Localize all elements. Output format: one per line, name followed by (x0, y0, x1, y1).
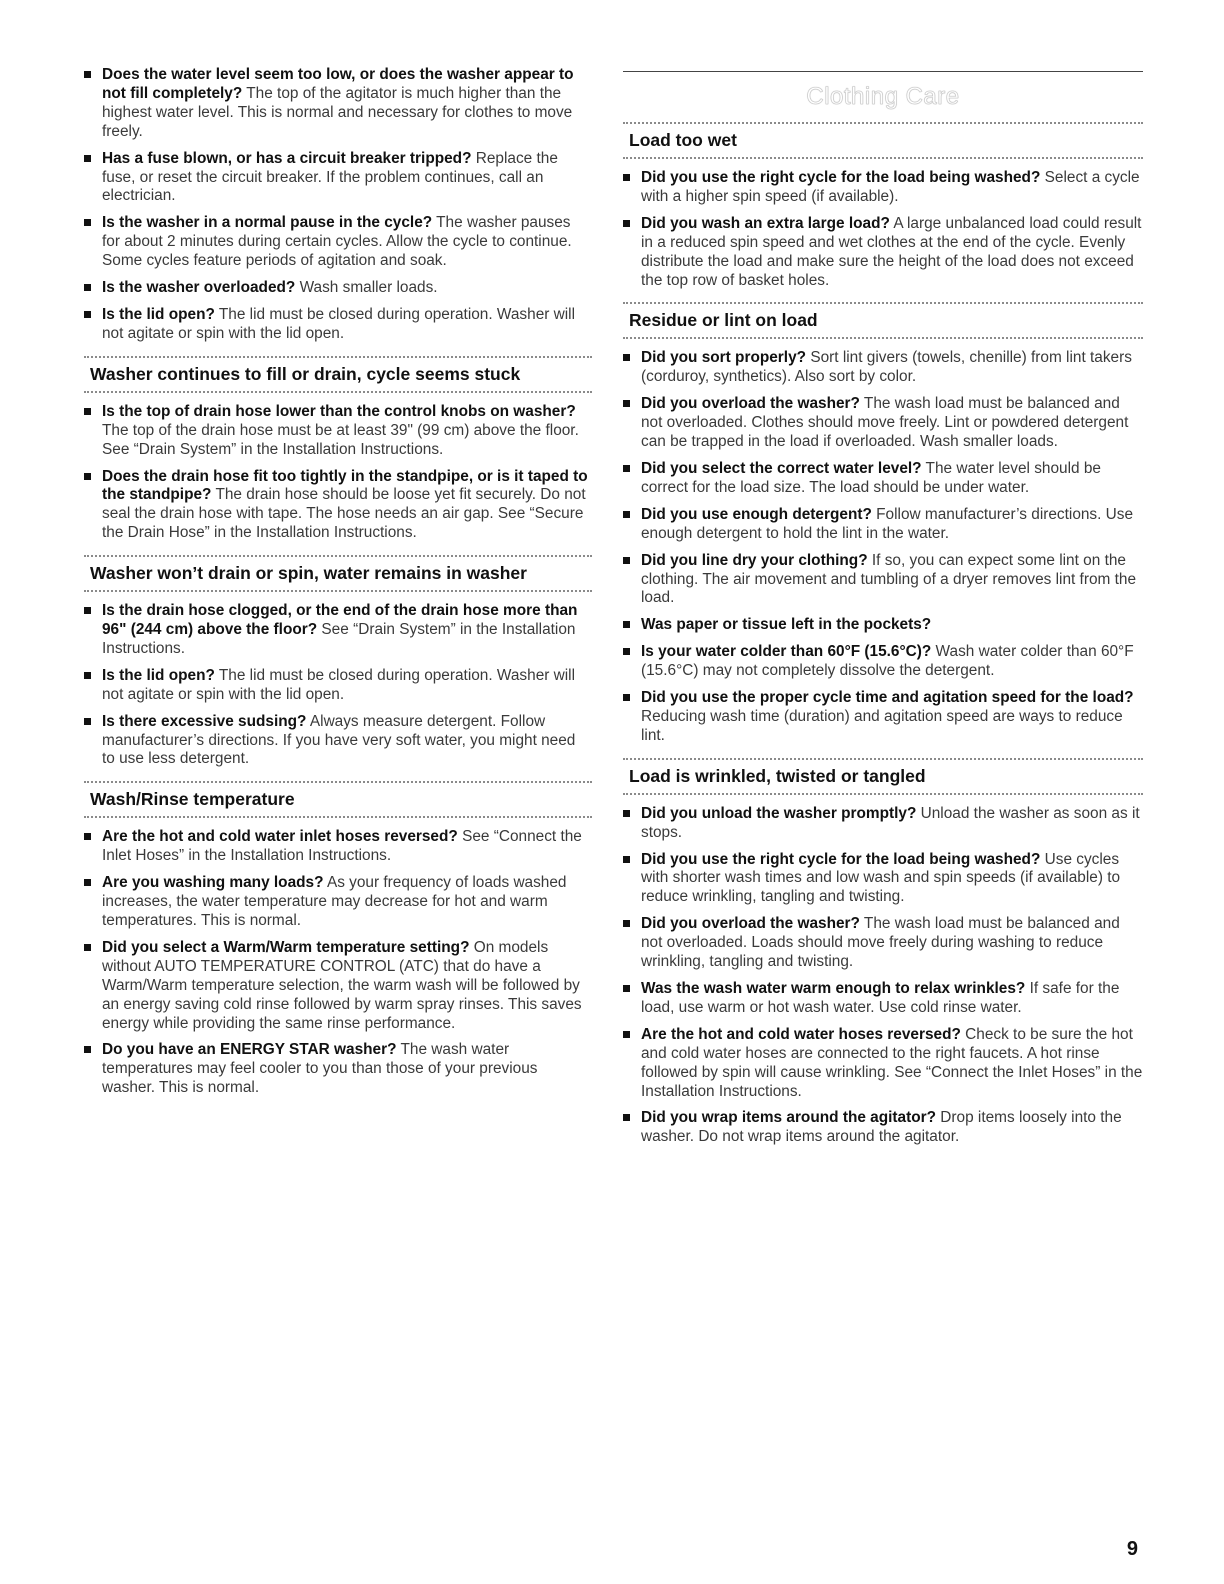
bullet-icon (84, 473, 91, 480)
bullet-icon (84, 408, 91, 415)
list-item: Does the drain hose fit too tightly in the standpipe, or is it taped to the standpipe? The drain hose should be loose yet fit securely. Do not seal the drain hose with tape. The hose needs an air gap. See “Secure the Drain Hose” in the Installation Instructions. (84, 468, 592, 544)
section-title: Load too wet (629, 130, 737, 150)
list-item: Has a fuse blown, or has a circuit breaker tripped? Replace the fuse, or reset the circuit breaker. If the problem continues, call an electrician. (84, 150, 592, 207)
list-item: Did you use the right cycle for the load being washed? Select a cycle with a higher spin speed (if available). (623, 169, 1143, 207)
list-item: Is the top of drain hose lower than the control knobs on washer? The top of the drain hose must be at least 39" (99 cm) above the floor. See “Drain System” in the Installation Instructions. (84, 403, 592, 460)
bullet-icon (84, 284, 91, 291)
page-number: 9 (1126, 1538, 1138, 1560)
section-title: Residue or lint on load (629, 310, 818, 331)
bullet-icon (623, 648, 630, 655)
list-item: Are the hot and cold water hoses reversed? Check to be sure the hot and cold water hoses are connected to the right faucets. A hot rinse followed by spin will cause wrinkling. See “Connect the Inlet Hoses” in the Installation Instructions. (623, 1026, 1143, 1102)
bullet-icon (623, 511, 630, 518)
divider (84, 356, 592, 358)
section-fill-drain-stuck (84, 356, 592, 543)
list-item: Is the lid open? The lid must be closed during operation. Washer will not agitate or spin with the lid open. (84, 306, 592, 344)
bullet-icon (623, 220, 630, 227)
bullet-icon (623, 174, 630, 181)
bullet-icon (623, 465, 630, 472)
bullet-icon (623, 694, 630, 701)
bullet-icon (84, 944, 91, 951)
bullet-icon (623, 810, 630, 817)
bullet-icon (84, 718, 91, 725)
divider (84, 555, 592, 557)
bullet-icon (84, 71, 91, 78)
bullet-icon (84, 672, 91, 679)
list-item: Are the hot and cold water inlet hoses reversed? See “Connect the Inlet Hoses” in the Installation Instructions. (84, 828, 592, 866)
list-item: Do you have an ENERGY STAR washer? The wash water temperatures may feel cooler to you than those of your previous washer. This is normal. (84, 1041, 592, 1098)
bullet-icon (623, 920, 630, 927)
bullet-icon (84, 219, 91, 226)
bullet-icon (623, 1114, 630, 1121)
list-item: Was paper or tissue left in the pockets? (623, 616, 1143, 635)
list-item: Did you overload the washer? The wash load must be balanced and not overloaded. Clothes should move freely. Lint or powdered detergent can be trapped in the load if overloaded. Wash smaller loads. (623, 395, 1143, 452)
bullet-icon (623, 1031, 630, 1038)
list-item: Is the washer in a normal pause in the cycle? The washer pauses for about 2 minutes during certain cycles. Allow the cycle to continue. Some cycles feature periods of agitation and soak. (84, 214, 592, 271)
clothing-care-heading: Clothing Care (806, 83, 960, 110)
list-item: Is there excessive sudsing? Always measure detergent. Follow manufacturer’s directions. If you have very soft water, you might need to use less detergent. (84, 713, 592, 770)
list-item: Did you wash an extra large load? A large unbalanced load could result in a reduced spin speed and wet clothes at the end of the cycle. Evenly distribute the load and make sure the height of the load does not exceed the top row of basket holes. (623, 215, 1143, 291)
section-wont-drain-spin (84, 555, 592, 769)
bullet-icon (623, 354, 630, 361)
divider (84, 781, 592, 783)
divider (623, 758, 1143, 760)
list-item: Did you use enough detergent? Follow manufacturer’s directions. Use enough detergent to hold the lint in the water. (623, 506, 1143, 544)
divider (84, 590, 592, 592)
section-title: Wash/Rinse temperature (90, 789, 295, 810)
bullet-icon (84, 833, 91, 840)
section-title: Washer continues to fill or drain, cycle seems stuck (90, 363, 521, 384)
divider (623, 793, 1143, 795)
section-wrinkled-tangled (623, 758, 1143, 1148)
list-item: Did you use the proper cycle time and agitation speed for the load? Reducing wash time (duration) and agitation speed are ways to reduce lint. (623, 689, 1143, 746)
list-item: Did you select the correct water level? The water level should be correct for the load size. The load should be under water. (623, 460, 1143, 498)
list-item: Is the washer overloaded? Wash smaller loads. (84, 279, 592, 298)
list-item: Did you overload the washer? The wash load must be balanced and not overloaded. Loads should move freely during washing to reduce wrinkling, tangling and twisting. (623, 915, 1143, 972)
list-item: Did you select a Warm/Warm temperature setting? On models without AUTO TEMPERATURE CONTROL (ATC) that do have a Warm/Warm temperature selection, the warm wash will be followed by an energy saving cold rinse followed by warm spray rinses. This saves energy while providing the same rinse performance. (84, 939, 592, 1034)
list-item: Did you use the right cycle for the load being washed? Use cycles with shorter wash times and low wash and spin speeds (if available) to reduce wrinkling, tangling and twisting. (623, 851, 1143, 908)
divider (623, 337, 1143, 339)
section-title: Washer won’t drain or spin, water remains in washer (90, 563, 527, 584)
list-item: Did you line dry your clothing? If so, you can expect some lint on the clothing. The air movement and tumbling of a dryer removes lint from the load. (623, 552, 1143, 609)
bullet-icon (84, 155, 91, 162)
bullet-icon (623, 856, 630, 863)
divider (623, 157, 1143, 159)
bullet-icon (84, 1046, 91, 1053)
section-wash-rinse-temperature (84, 781, 592, 1098)
list-item: Did you wrap items around the agitator? Drop items loosely into the washer. Do not wrap items around the agitator. (623, 1109, 1143, 1147)
right-column (623, 66, 1143, 1155)
divider (84, 816, 592, 818)
list-item: Was the wash water warm enough to relax wrinkles? If safe for the load, use warm or hot wash water. Use cold rinse water. (623, 980, 1143, 1018)
intro-list (84, 66, 592, 344)
list-item: Is the drain hose clogged, or the end of the drain hose more than 96" (244 cm) above the floor? See “Drain System” in the Installation Instructions. (84, 602, 592, 659)
section-load-too-wet (623, 122, 1143, 290)
section-title: Load is wrinkled, twisted or tangled (629, 765, 926, 786)
left-column (84, 66, 592, 1106)
bullet-icon (623, 621, 630, 628)
bullet-icon (84, 607, 91, 614)
divider (623, 122, 1143, 124)
divider (84, 391, 592, 393)
list-item: Did you sort properly? Sort lint givers (towels, chenille) from lint takers (corduroy, synthetics). Also sort by color. (623, 349, 1143, 387)
bullet-icon (623, 557, 630, 564)
list-item: Does the water level seem too low, or does the washer appear to not fill completely? The top of the agitator is much higher than the highest water level. This is normal and necessary for clothes to move freely. (84, 66, 592, 142)
bullet-icon (84, 879, 91, 886)
section-residue-lint (623, 302, 1143, 745)
list-item: Are you washing many loads? As your frequency of loads washed increases, the water temperature may decrease for hot and warm temperatures. This is normal. (84, 874, 592, 931)
list-item: Is the lid open? The lid must be closed during operation. Washer will not agitate or spin with the lid open. (84, 667, 592, 705)
list-item: Is your water colder than 60°F (15.6°C)? Wash water colder than 60°F (15.6°C) may not completely dissolve the detergent. (623, 643, 1143, 681)
bullet-icon (623, 400, 630, 407)
bullet-icon (623, 985, 630, 992)
divider (623, 302, 1143, 304)
list-item: Did you unload the washer promptly? Unload the washer as soon as it stops. (623, 805, 1143, 843)
bullet-icon (84, 311, 91, 318)
